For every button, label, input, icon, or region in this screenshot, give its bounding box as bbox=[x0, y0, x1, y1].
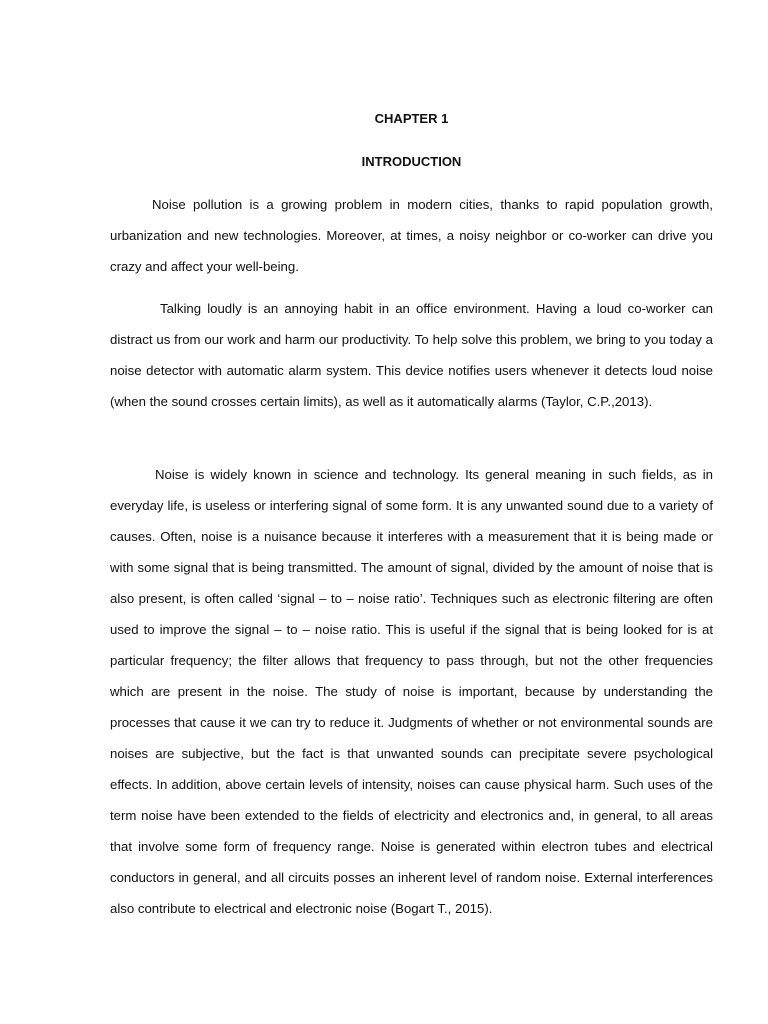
paragraph-2: Talking loudly is an annoying habit in an office environment. Having a loud co-worker can distract us from our work and harm our productivity. To help solve this problem, we bring to you today a noise detector with automatic alarm system. This device notifies users whenever it detects loud noise (when the sound crosses certain limits), as well as it automatically alarms (Taylor, C.P.,2013). bbox=[110, 301, 713, 409]
paragraph-1: Noise pollution is a growing problem in modern cities, thanks to rapid population growth, urbanization and new technologies. Moreover, at times, a noisy neighbor or co-worker can drive you crazy and affect your well-being. bbox=[110, 197, 713, 274]
chapter-title: CHAPTER 1 bbox=[374, 111, 449, 126]
paragraph-3: Noise is widely known in science and technology. Its general meaning in such fields, as in everyday life, is useless or interfering signal of some form. It is any unwanted sound due to a variety of causes. Often, noise is a nuisance because it interferes with a measurement that it is being made or with some signal that is being transmitted. The amount of signal, divided by the amount of noise that is also present, is often called ‘signal – to – noise ratio’. Techniques such as electronic filtering are often used to improve the signal – to – noise ratio. This is useful if the signal that is being looked for is at particular frequency; the filter allows that frequency to pass through, but not the other frequencies which are present in the noise. The study of noise is important, because by understanding the processes that cause it we can try to reduce it. Judgments of whether or not environmental sounds are noises are subjective, but the fact is that unwanted sounds can precipitate severe psychological effects. In addition, above certain levels of intensity, noises can cause physical harm. Such uses of the term noise have been extended to the fields of electricity and electronics and, in general, to all areas that involve some form of frequency range. Noise is generated within electron tubes and electrical conductors in general, and all circuits posses an inherent level of random noise. External interferences also contribute to electrical and electronic noise (Bogart T., 2015). bbox=[110, 467, 713, 916]
section-heading: INTRODUCTION bbox=[361, 154, 462, 169]
